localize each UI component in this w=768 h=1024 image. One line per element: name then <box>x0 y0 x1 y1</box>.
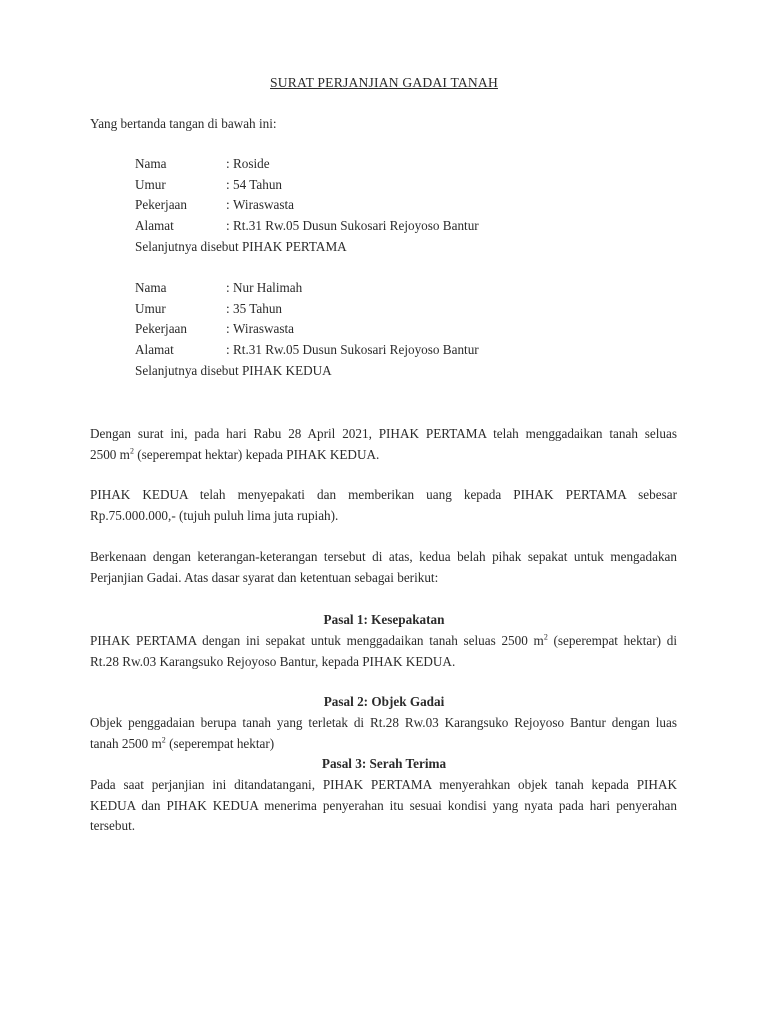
superscript: 2 <box>161 735 166 745</box>
field-value: Rt.31 Rw.05 Dusun Sukosari Rejoyoso Bantur <box>233 342 479 358</box>
field-value: 35 Tahun <box>233 300 283 316</box>
field-separator: : <box>226 156 230 171</box>
text-span: 2500 m <box>90 446 130 462</box>
field-value: Roside <box>233 156 270 171</box>
party-one-designation: Selanjutnya disebut PIHAK PERTAMA <box>135 238 347 254</box>
paragraph-line <box>90 445 677 466</box>
paragraph-line: Berkenaan dengan keterangan-keterangan tersebut di atas, kedua belah pihak sepakat untuk mengadakan <box>90 549 677 564</box>
field-label: Umur <box>135 176 166 192</box>
field-label: Pekerjaan <box>135 321 187 337</box>
paragraph-line: Perjanjian Gadai. Atas dasar syarat dan ketentuan sebagai berikut: <box>90 569 439 585</box>
party-one-occupation-row <box>135 195 479 216</box>
field-label: Nama <box>135 156 167 171</box>
paragraph-line: PIHAK KEDUA telah menyepakati dan memberikan uang kepada PIHAK PERTAMA sebesar <box>90 487 677 502</box>
field-value: Wiraswasta <box>233 197 294 213</box>
paragraph-line <box>90 734 677 755</box>
field-label: Alamat <box>135 342 174 358</box>
field-label: Pekerjaan <box>135 197 187 213</box>
pasal-3-body <box>90 775 677 837</box>
paragraph-terms-intro <box>90 547 677 588</box>
party-two-name-row <box>135 278 479 299</box>
paragraph-agreement-date <box>90 424 677 465</box>
paragraph-line: Pada saat perjanjian ini ditandatangani, PIHAK PERTAMA menyerahkan objek tanah kepada PIHAK <box>90 777 677 792</box>
text-span: (seperempat hektar) <box>165 735 275 751</box>
field-value: 54 Tahun <box>233 176 283 192</box>
paragraph-line <box>90 631 677 652</box>
superscript: 2 <box>543 632 548 642</box>
document-title: SURAT PERJANJIAN GADAI TANAH <box>270 75 498 90</box>
party-two-block <box>135 278 479 381</box>
pasal-2-body <box>90 713 677 754</box>
party-one-address-row <box>135 216 479 237</box>
text-span: (seperempat hektar) kepada PIHAK KEDUA. <box>133 446 380 462</box>
field-separator: : <box>226 321 230 337</box>
paragraph-line: Rt.28 Rw.03 Karangsuko Rejoyoso Bantur, kepada PIHAK KEDUA. <box>90 653 456 669</box>
field-separator: : <box>226 342 230 358</box>
field-separator: : <box>226 300 230 316</box>
pasal-2-heading: Pasal 2: Objek Gadai <box>323 694 445 709</box>
party-two-occupation-row <box>135 319 479 340</box>
text-span: PIHAK PERTAMA dengan ini sepakat untuk menggadaikan tanah seluas 2500 m <box>90 633 544 648</box>
paragraph-payment <box>90 485 677 526</box>
pasal-3-heading: Pasal 3: Serah Terima <box>321 756 447 771</box>
superscript: 2 <box>129 446 134 456</box>
text-span: (seperempat hektar) di <box>547 633 677 648</box>
party-two-designation: Selanjutnya disebut PIHAK KEDUA <box>135 362 332 378</box>
field-label: Alamat <box>135 218 174 234</box>
party-two-age-row <box>135 299 479 320</box>
party-two-address-row <box>135 340 479 361</box>
paragraph-line: Objek penggadaian berupa tanah yang terletak di Rt.28 Rw.03 Karangsuko Rejoyoso Bantur dengan luas <box>90 715 677 730</box>
paragraph-line: Dengan surat ini, pada hari Rabu 28 April 2021, PIHAK PERTAMA telah menggadaikan tanah seluas <box>90 426 677 441</box>
text-span: tanah 2500 m <box>90 735 162 751</box>
field-separator: : <box>226 176 230 192</box>
paragraph-line: Rp.75.000.000,- (tujuh puluh lima juta rupiah). <box>90 507 339 523</box>
party-one-block <box>135 154 479 257</box>
field-label: Umur <box>135 300 166 316</box>
field-value: Rt.31 Rw.05 Dusun Sukosari Rejoyoso Bantur <box>233 218 479 234</box>
field-separator: : <box>226 218 230 234</box>
party-one-age-row <box>135 175 479 196</box>
party-one-name-row <box>135 154 479 175</box>
intro-text: Yang bertanda tangan di bawah ini: <box>90 116 277 131</box>
paragraph-line: tersebut. <box>90 818 136 833</box>
field-value: Nur Halimah <box>233 280 303 295</box>
paragraph-line: KEDUA dan PIHAK KEDUA menerima penyerahan itu sesuai kondisi yang nyata pada hari penyerahan <box>90 797 677 813</box>
field-value: Wiraswasta <box>233 321 294 337</box>
field-separator: : <box>226 197 230 213</box>
pasal-1-heading: Pasal 1: Kesepakatan <box>323 612 445 627</box>
field-separator: : <box>226 280 230 295</box>
field-label: Nama <box>135 280 167 295</box>
pasal-1-body <box>90 631 677 672</box>
